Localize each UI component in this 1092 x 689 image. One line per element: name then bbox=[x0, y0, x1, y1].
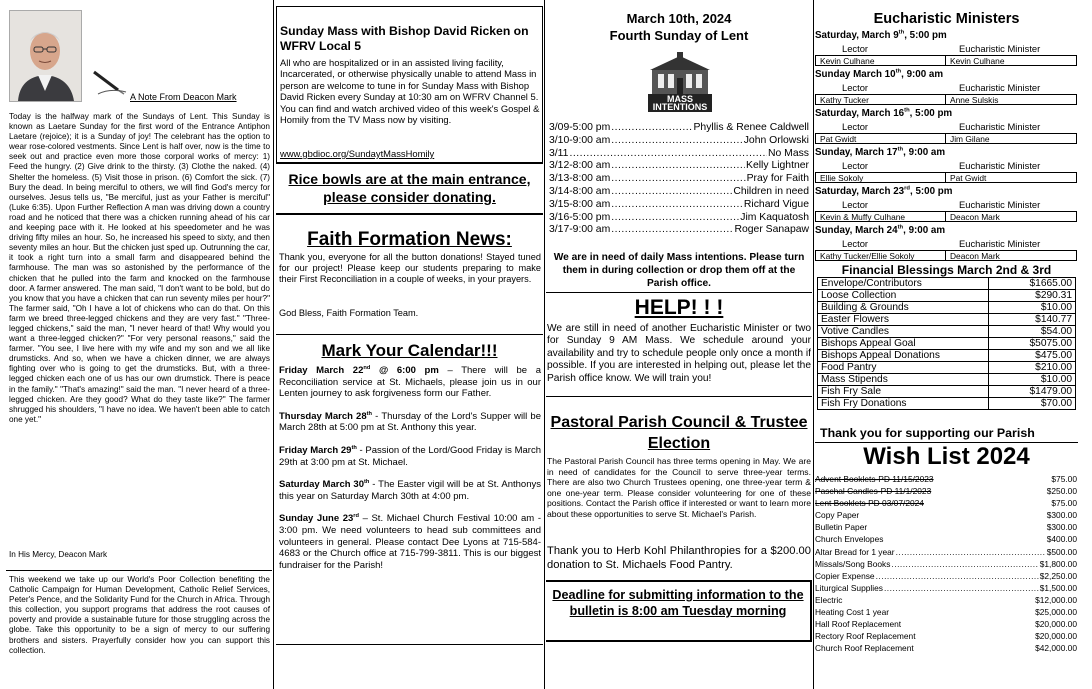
calendar-event: Saturday March 30th - The Easter vigil will be at St. Anthonys this year on Saturday March 30th at 4:00 pm. bbox=[279, 479, 541, 502]
financial-row bbox=[818, 362, 1076, 374]
financial-label: Fish Fry Donations bbox=[818, 398, 989, 410]
deacon-note-column bbox=[6, 0, 272, 689]
divider bbox=[546, 396, 812, 397]
financial-label: Loose Collection bbox=[818, 290, 989, 302]
intentions-list bbox=[549, 122, 809, 237]
schedule-block bbox=[815, 225, 1078, 264]
lector-name: Kevin & Muffy Culhane bbox=[815, 211, 946, 222]
em-label: Eucharistic Minister bbox=[959, 82, 1041, 93]
column-divider bbox=[813, 0, 814, 689]
lector-label: Lector bbox=[842, 82, 869, 93]
wish-item-price: $300.00 bbox=[1046, 510, 1077, 521]
wish-item-label: Copy Paper bbox=[815, 510, 860, 521]
column-divider bbox=[273, 0, 274, 689]
wish-item-label: Rectory Roof Replacement bbox=[815, 631, 916, 642]
wish-item bbox=[815, 497, 1077, 509]
lector-name: Kathy Tucker bbox=[815, 94, 946, 105]
financial-amount: $210.00 bbox=[989, 362, 1076, 374]
financial-row bbox=[818, 338, 1076, 350]
schedule-block bbox=[815, 108, 1078, 147]
financial-amount: $1479.00 bbox=[989, 386, 1076, 398]
logo-text: MASS INTENTIONS bbox=[648, 94, 712, 112]
schedule-day: Sunday March 10th, 9:00 am bbox=[815, 68, 944, 80]
wish-item-price: $75.00 bbox=[1051, 474, 1077, 484]
council-title: Pastoral Parish Council & Trustee Election bbox=[550, 414, 808, 452]
help-title: HELP! ! ! bbox=[634, 296, 724, 319]
wish-item bbox=[815, 582, 1077, 594]
financial-amount: $1665.00 bbox=[989, 278, 1076, 290]
em-name: Kevin Culhane bbox=[946, 55, 1077, 66]
financial-amount: $54.00 bbox=[989, 326, 1076, 338]
intention-row: 3/14-8:00 am ..... Children in need bbox=[549, 186, 809, 199]
wish-item-label: Altar Bread for 1 year bbox=[815, 546, 895, 557]
wish-item-price: $42,000.00 bbox=[1035, 643, 1077, 654]
wish-item-label: Advent Booklets-PD 11/15/2023 bbox=[815, 474, 934, 484]
financial-label: Votive Candles bbox=[818, 326, 989, 338]
em-name: Jim Gilane bbox=[946, 133, 1077, 144]
bulletin-date: March 10th, 2024 bbox=[626, 11, 732, 26]
lector-label: Lector bbox=[842, 238, 869, 249]
council-body: The Pastoral Parish Council has three terms opening in May. We are in need of candidates for the Council to serve three-year terms. There are also two Church Trustees opening, one three-year term & one one-year term. Please consider volunteering for one of these positions. Contact the Parish office if interested or want to learn more about these opportunities to serve St. Michael's Parish. bbox=[547, 456, 811, 519]
lector-label: Lector bbox=[842, 160, 869, 171]
wish-item-label: Bulletin Paper bbox=[815, 522, 868, 533]
financial-label: Bishops Appeal Goal bbox=[818, 338, 989, 350]
calendar-event: Sunday June 23rd – St. Michael Church Festival 10:00 am - 3:00 pm. We need volunteers to head sub committees and volunteers in general. Please contact Dee Lyons at 715-584-4683 or the Church office at 715-799-3811. This is our biggest fundraiser for the Parish! bbox=[279, 513, 541, 571]
wish-item bbox=[815, 618, 1077, 630]
financial-row bbox=[818, 350, 1076, 362]
wish-item bbox=[815, 521, 1077, 533]
intention-row: 3/15-8:00 am ..... Richard Vigue bbox=[549, 199, 809, 212]
lector-name: Ellie Sokoly bbox=[815, 172, 946, 183]
ministers-column bbox=[815, 0, 1078, 689]
financial-row bbox=[818, 386, 1076, 398]
calendar-event: Thursday March 28th - Thursday of the Lord's Supper will be March 28th at 5:00 pm at St. Anthony this year. bbox=[279, 410, 541, 434]
help-body: We are still in need of another Eucharistic Minister or two for Sunday 9 AM Mass. We schedule around your availability and try to schedule people only once a month if possible. If you are interested in helping out, please let the Parish office know. We will train you! bbox=[547, 323, 811, 384]
church-icon bbox=[648, 52, 712, 96]
financial-label: Food Pantry bbox=[818, 362, 989, 374]
financial-label: Easter Flowers bbox=[818, 314, 989, 326]
divider bbox=[276, 163, 543, 164]
intention-row: 3/16-5:00 pm ..... Jim Kaquatosh bbox=[549, 212, 809, 225]
wish-item-price: $2,250.00 bbox=[1039, 570, 1077, 581]
food-pantry-thanks: Thank you to Herb Kohl Philanthropies for a $200.00 donation to St. Michaels Food Pantry. bbox=[547, 545, 811, 572]
wish-item bbox=[815, 473, 1077, 485]
wish-item-price: $75.00 bbox=[1051, 498, 1077, 509]
em-name: Pat Gwidt bbox=[946, 172, 1077, 183]
financial-label: Envelope/Contributors bbox=[818, 278, 989, 290]
intention-row: 3/11 ..... No Mass bbox=[549, 148, 809, 161]
wish-item bbox=[815, 570, 1077, 582]
tv-mass-box bbox=[276, 6, 543, 163]
wish-item-price: $20,000.00 bbox=[1035, 619, 1077, 630]
liturgical-sunday: Fourth Sunday of Lent bbox=[609, 28, 749, 43]
lector-label: Lector bbox=[842, 43, 869, 54]
wish-item bbox=[815, 509, 1077, 521]
lector-label: Lector bbox=[842, 199, 869, 210]
mass-intentions-logo bbox=[648, 52, 712, 110]
schedule-day: Sunday, March 24th, 9:00 am bbox=[815, 224, 946, 236]
wish-item bbox=[815, 642, 1077, 654]
intention-row: 3/12-8:00 am ..... Kelly Lightner bbox=[549, 160, 809, 173]
tv-mass-link[interactable]: www.gbdioc.org/SundaytMassHomily bbox=[280, 148, 435, 159]
announcements-column bbox=[276, 0, 544, 689]
financial-label: Bishops Appeal Donations bbox=[818, 350, 989, 362]
lector-name: Kathy Tucker/Ellie Sokoly bbox=[815, 250, 946, 261]
em-label: Eucharistic Minister bbox=[959, 160, 1041, 171]
schedule-day: Saturday, March 16th, 5:00 pm bbox=[815, 107, 953, 119]
tv-mass-title: Sunday Mass with Bishop David Ricken on WFRV Local 5 bbox=[280, 24, 529, 53]
financial-row bbox=[818, 302, 1076, 314]
wish-item-label: Hall Roof Replacement bbox=[815, 619, 902, 630]
column-divider bbox=[544, 0, 545, 689]
financial-amount: $10.00 bbox=[989, 302, 1076, 314]
lector-name: Pat Gwidt bbox=[815, 133, 946, 144]
lector-label: Lector bbox=[842, 121, 869, 132]
wish-item-price: $250.00 bbox=[1046, 486, 1077, 497]
rice-bowl-notice: Rice bowls are at the main entrance, please consider donating. bbox=[288, 171, 531, 205]
wish-item-price: $12,000.00 bbox=[1035, 594, 1077, 605]
faith-formation-body: Thank you, everyone for all the button donations! Stayed tuned for our project! Please keep our students preparing to make their First Reconciliation in a couple of weeks, in your prayers. bbox=[279, 252, 541, 285]
wish-item-price: $400.00 bbox=[1046, 534, 1077, 545]
divider bbox=[546, 292, 812, 293]
wish-item-price: $300.00 bbox=[1046, 522, 1077, 533]
financial-row bbox=[818, 374, 1076, 386]
wish-item-label: Heating Cost 1 year bbox=[815, 607, 890, 618]
schedule-day: Saturday, March 23rd, 5:00 pm bbox=[815, 185, 953, 197]
em-name: Deacon Mark bbox=[946, 250, 1077, 261]
divider bbox=[276, 334, 543, 335]
tv-mass-body: All who are hospitalized or in an assisted living facility, Incarcerated, or otherwise physically unable to attend Mass in person are welcome to tune in for Sunday Mass with Bishop David Ricken every Sunday at 10:30 am on WFRV Channel 5. You can find and watch archived video of this week's Gospel & Homily from the TV Mass now by visiting. bbox=[280, 57, 540, 126]
pen-icon bbox=[92, 70, 128, 96]
financial-amount: $10.00 bbox=[989, 374, 1076, 386]
wish-item bbox=[815, 606, 1077, 618]
schedule-block bbox=[815, 69, 1078, 108]
wish-item-label: Lent Booklets PD 03/07/2024 bbox=[815, 498, 924, 509]
intention-row: 3/13-8:00 am ..... Pray for Faith bbox=[549, 173, 809, 186]
faith-formation-title: Faith Formation News: bbox=[307, 229, 512, 250]
deacon-photo bbox=[9, 10, 82, 102]
lector-name: Kevin Culhane bbox=[815, 55, 946, 66]
wish-item-price: $25,000.00 bbox=[1035, 607, 1077, 618]
em-label: Eucharistic Minister bbox=[959, 121, 1041, 132]
intention-row: 3/09-5:00 pm ..... Phyllis & Renee Caldwell bbox=[549, 122, 809, 135]
faith-formation-signoff: God Bless, Faith Formation Team. bbox=[279, 308, 419, 318]
financial-row bbox=[818, 398, 1076, 410]
note-body: Today is the halfway mark of the Sundays of Lent. This Sunday is known as Laetare Sunday for the first word of the Entrance Antiphon Laetare (rejoice); it is a Sunday of joy! The celebrant has the option to wear rose-colored vestments. Since Lent is half over, now is the time to seek out and practice even more those corporal works of mercy: 1) Feed the hungry. (2) Give drink to the thirsty. (3) Clothe the naked. (4) Shelter the homeless. (5) Visit those in prison. (6) Comfort the sick. (7) Bury the dead. In being merciful to others, we will find God's mercy for ourselves. Jesus tells us, "Be merciful, just as your Father is merciful" (Luke 6:35). Upon Further Reflection A man was driving down a country road and he noticed that there was a chicken running ahead of his car and keeping pace with it. He looked at his speedometer and he was driving fifty miles an hour. So, he increased his speed to sixty, and then seventy miles an hour. But the chicken just sped up. Outrunning the car, it took a right turn into a small farm and disappeared behind the farmhouse. The man was so astonished by the performance of the chicken that he pulled into the farm and knocked on the farmhouse door. A farmer answered. The man said, "I don't want to be bold, but do you know that you have a chicken that can run seventy miles per hour?" The farmer said, "Oh I have a lot of chickens who can do that. On this farm we breed three-legged chickens and they are very fast." "Three-legged chickens," said the man, "I never heard of that! Why would you want a three-legged chicken?" "For very personal reasons," said the farmer. "You see, I live here with my wife and my son and we all like drumsticks. And so, when we have a chicken dinner, we are always fighting over who is going to get the drumsticks. But, with a three-legged chicken each one of us has our own drumstick. There is peace in the family." "That's amazing!" said the man. "I never heard of a three-legged chicken. Are they good? What do they taste like?" The farmer shrugged his shoulders, "I have no idea. We haven't been able to catch one yet." bbox=[9, 112, 270, 424]
wish-item-label: Paschal Candles-PD 11/1/2023 bbox=[815, 486, 932, 497]
wish-item-label: Liturgical Supplies bbox=[815, 582, 883, 593]
calendar-events bbox=[279, 365, 541, 571]
wish-item bbox=[815, 485, 1077, 497]
wish-item-price: $1,500.00 bbox=[1039, 582, 1077, 593]
schedule-day: Saturday, March 9th, 5:00 pm bbox=[815, 29, 947, 41]
wish-item bbox=[815, 533, 1077, 545]
wish-item bbox=[815, 594, 1077, 606]
deadline-box bbox=[546, 580, 812, 642]
wish-item-price: $20,000.00 bbox=[1035, 631, 1077, 642]
financial-row bbox=[818, 290, 1076, 302]
financial-row bbox=[818, 278, 1076, 290]
financial-amount: $5075.00 bbox=[989, 338, 1076, 350]
intention-row: 3/10-9:00 am ..... John Orlowski bbox=[549, 135, 809, 148]
schedule-block bbox=[815, 30, 1078, 69]
em-label: Eucharistic Minister bbox=[959, 199, 1041, 210]
financial-amount: $290.31 bbox=[989, 290, 1076, 302]
financial-table bbox=[817, 277, 1076, 410]
schedule-block bbox=[815, 186, 1078, 225]
em-name: Anne Sulskis bbox=[946, 94, 1077, 105]
wish-item-label: Church Envelopes bbox=[815, 534, 884, 545]
financial-label: Building & Grounds bbox=[818, 302, 989, 314]
wish-item-label: Missals/Song Books bbox=[815, 558, 891, 569]
financial-amount: $140.77 bbox=[989, 314, 1076, 326]
em-label: Eucharistic Minister bbox=[959, 238, 1041, 249]
financial-row bbox=[818, 326, 1076, 338]
em-label: Eucharistic Minister bbox=[959, 43, 1041, 54]
note-signoff: In His Mercy, Deacon Mark bbox=[9, 550, 108, 559]
financial-row bbox=[818, 314, 1076, 326]
wish-item-price: $500.00 bbox=[1046, 546, 1077, 557]
schedule-day: Sunday, March 17th, 9:00 am bbox=[815, 146, 946, 158]
deadline-text: Deadline for submitting information to the bulletin is 8:00 am Tuesday morning bbox=[552, 588, 804, 618]
intentions-column bbox=[546, 0, 812, 689]
wish-item-label: Electric bbox=[815, 594, 843, 605]
wish-item bbox=[815, 558, 1077, 570]
wish-list bbox=[815, 473, 1077, 654]
poor-collection-text: This weekend we take up our World's Poor Collection benefiting the Catholic Campaign for Human Development, Catholic Relief Services, Peter's Pence, and the Solidarity Fund for the Church in Africa. Through this collection, you support programs that address the root causes of poverty and provide a sustainable future for those struggling across the globe. Take this opportunity to be a sign of mercy to our suffering brothers and sisters. Prayerfully consider how you can support this collection. bbox=[9, 575, 270, 655]
calendar-title: Mark Your Calendar!!! bbox=[321, 341, 498, 360]
wish-item-label: Copier Expense bbox=[815, 570, 875, 581]
calendar-event: Friday March 29th - Passion of the Lord/Good Friday is March 29th at 3:00 pm at St. Michael. bbox=[279, 444, 542, 468]
financial-title: Financial Blessings March 2nd & 3rd bbox=[841, 263, 1052, 277]
wish-item bbox=[815, 546, 1077, 558]
schedule-block bbox=[815, 147, 1078, 186]
financial-label: Fish Fry Sale bbox=[818, 386, 989, 398]
financial-amount: $475.00 bbox=[989, 350, 1076, 362]
divider bbox=[6, 570, 272, 571]
financial-amount: $70.00 bbox=[989, 398, 1076, 410]
divider bbox=[276, 213, 543, 215]
wish-list-title: Wish List 2024 bbox=[863, 443, 1030, 470]
em-name: Deacon Mark bbox=[946, 211, 1077, 222]
intentions-note: We are in need of daily Mass intentions. Please turn them in during collection or drop them off at the Parish office. bbox=[553, 252, 805, 289]
note-title: A Note From Deacon Mark bbox=[130, 92, 237, 102]
divider bbox=[276, 644, 543, 645]
financial-thanks: Thank you for supporting our Parish bbox=[820, 426, 1035, 440]
financial-label: Mass Stipends bbox=[818, 374, 989, 386]
wish-item-label: Church Roof Replacement bbox=[815, 643, 914, 654]
minister-schedule bbox=[815, 30, 1078, 264]
wish-item bbox=[815, 630, 1077, 642]
intention-row: 3/17-9:00 am ..... Roger Sanapaw bbox=[549, 224, 809, 237]
calendar-event: Friday March 22nd @ 6:00 pm – There will be a Reconciliation service at St. Michaels, please join us in our Lenten journey to ask forgiveness form our Father. bbox=[279, 364, 542, 400]
wish-item-price: $1,800.00 bbox=[1039, 558, 1077, 569]
ministers-title: Eucharistic Ministers bbox=[873, 11, 1020, 27]
